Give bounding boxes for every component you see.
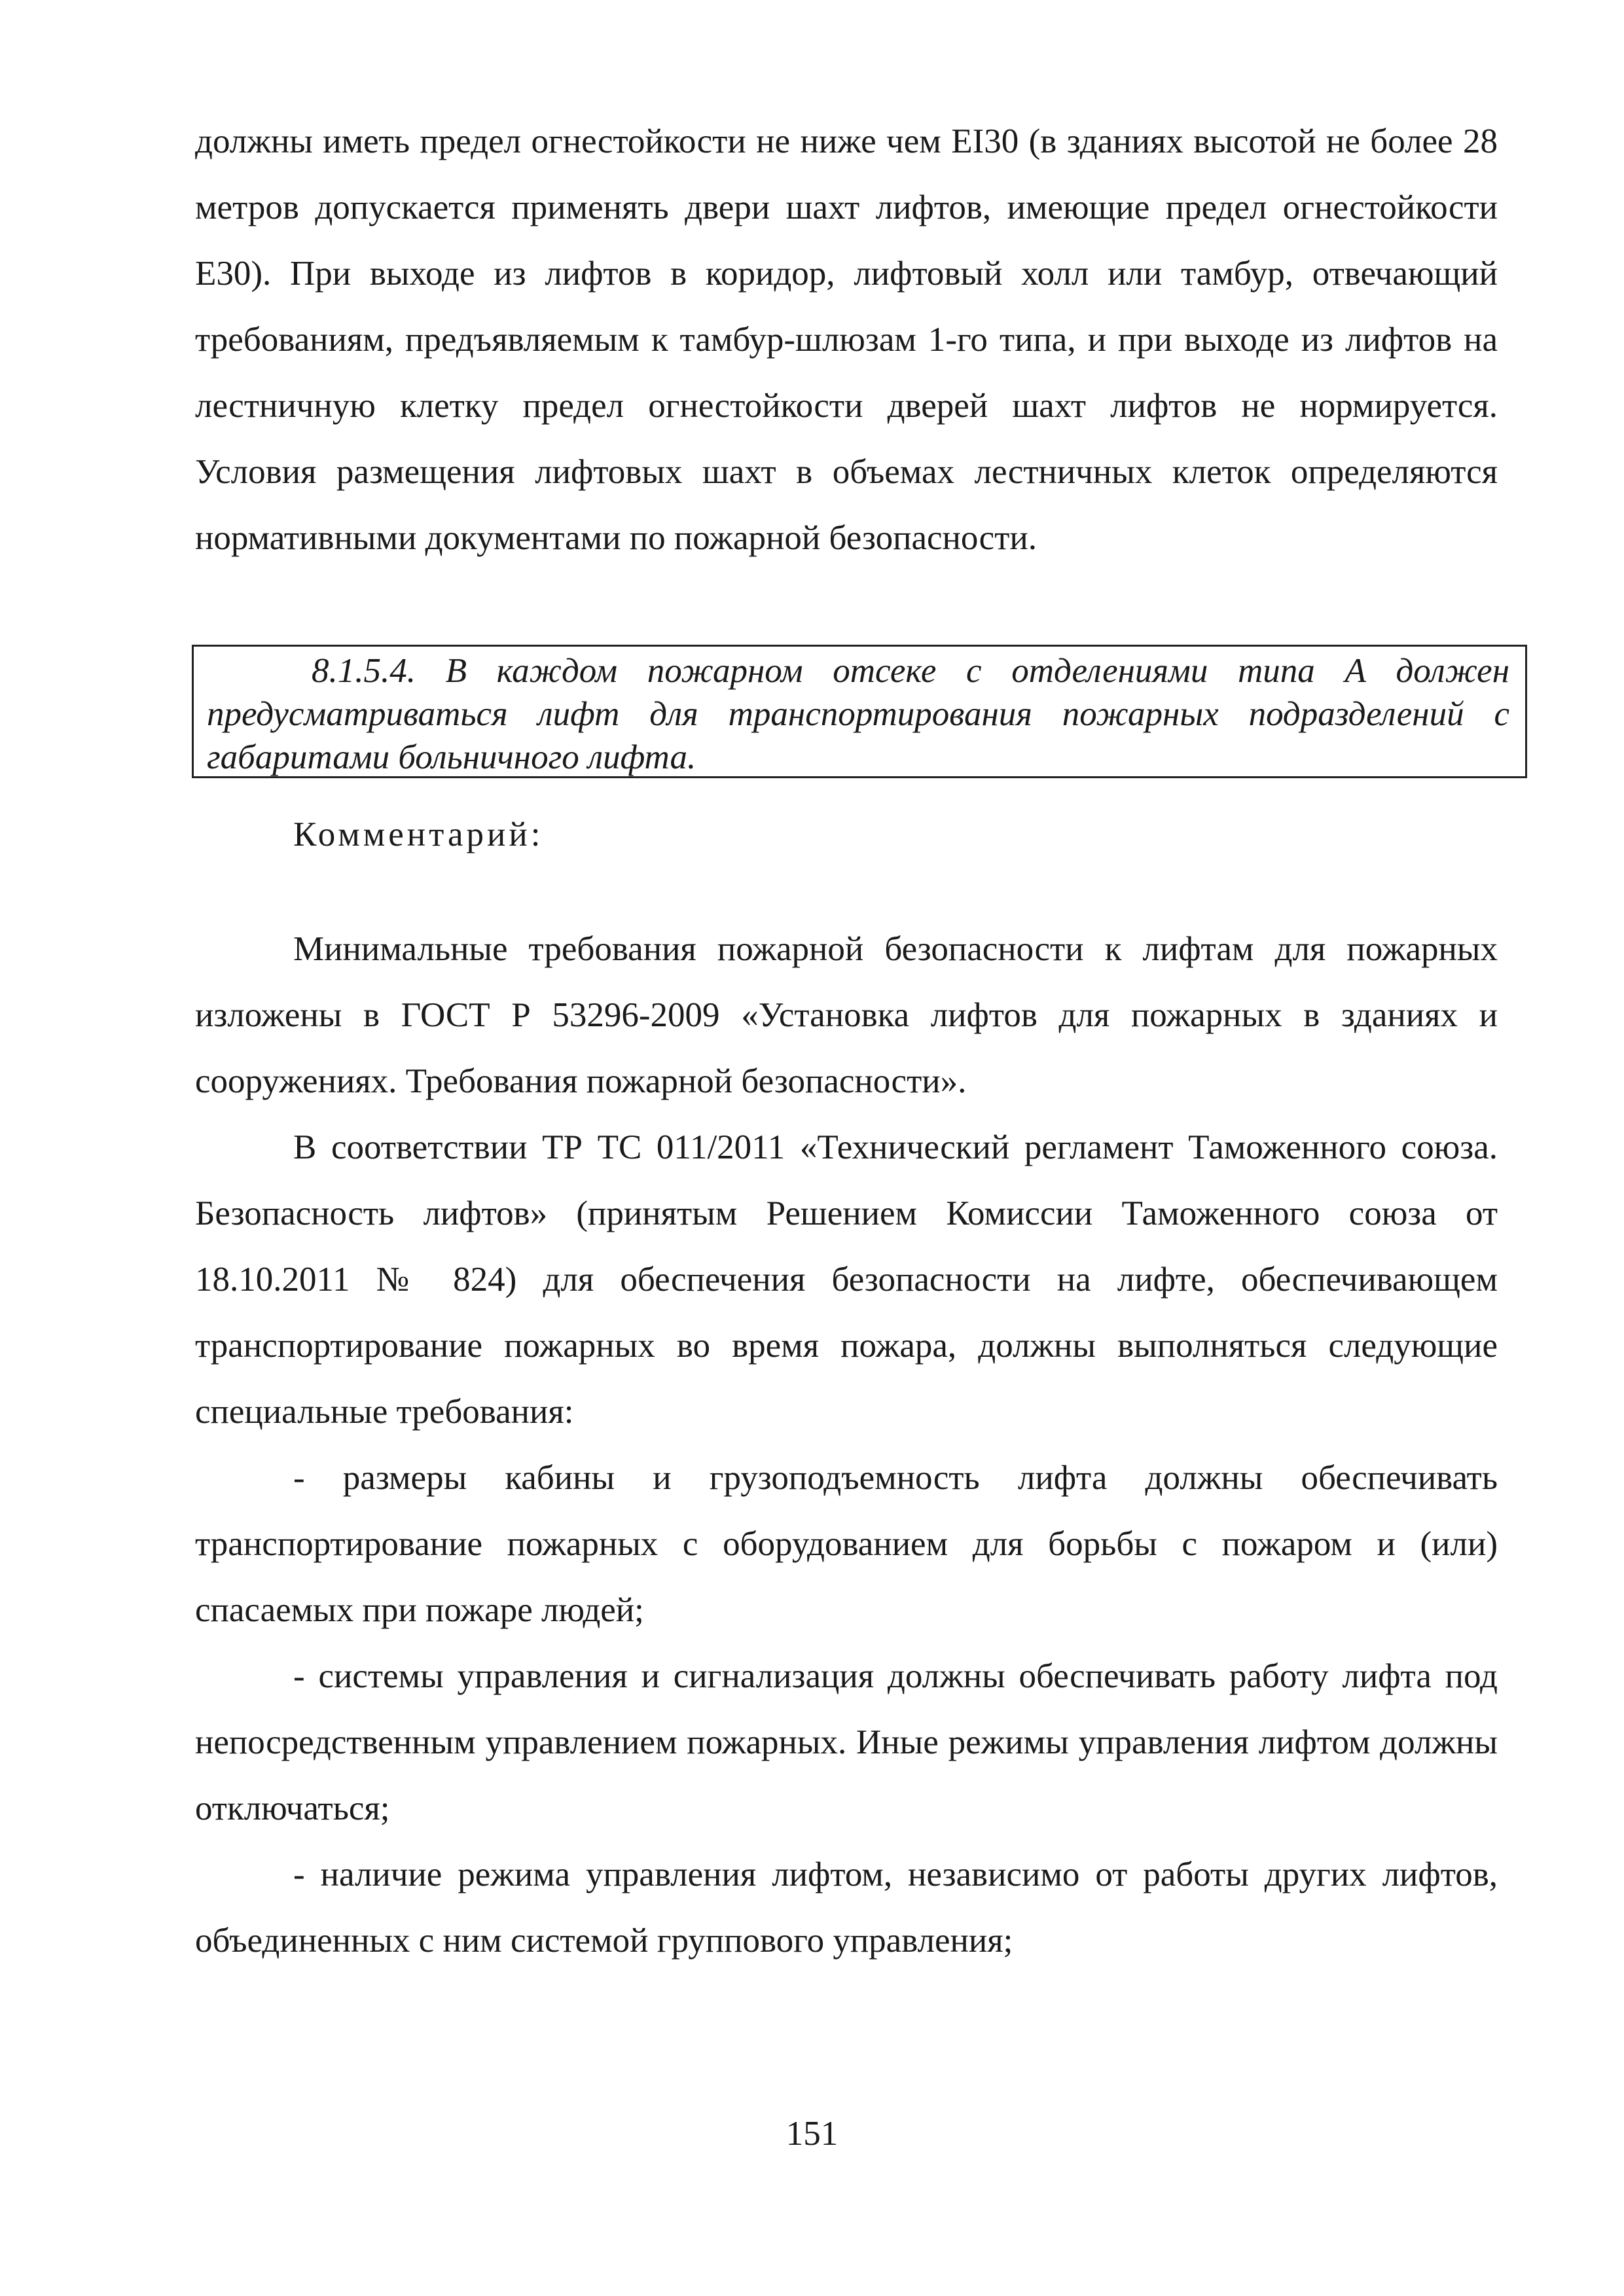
body-paragraph: - размеры кабины и грузоподъемность лифта должны обеспечивать транспортирование пожарных с оборудованием для борьбы с пожаром и (или) спасаемых при пожаре людей;	[195, 1459, 1498, 1629]
norm-clause-box	[192, 645, 1527, 778]
body-paragraph: - наличие режима управления лифтом, независимо от работы других лифтов, объединенных с ним системой группового управления;	[195, 1856, 1498, 1960]
page-number: 151	[785, 2115, 839, 2153]
norm-clause-text: 8.1.5.4. В каждом пожарном отсеке с отделениями типа А должен предусматриваться лифт для транспортирования пожарных подразделений с габаритами больничного лифта.	[207, 652, 1509, 776]
comment-heading: Комментарий:	[293, 816, 544, 853]
body-paragraph: - системы управления и сигнализация должны обеспечивать работу лифта под непосредственным управлением пожарных. Иные режимы управления лифтом должны отключаться;	[195, 1657, 1498, 1827]
body-paragraph: Минимальные требования пожарной безопасности к лифтам для пожарных изложены в ГОСТ Р 53296-2009 «Установка лифтов для пожарных в зданиях и сооружениях. Требования пожарной безопасности».	[195, 930, 1498, 1100]
comment-body	[195, 916, 1498, 1974]
intro-paragraph: должны иметь предел огнестойкости не ниже чем EI30 (в зданиях высотой не более 28 метров допускается применять двери шахт лифтов, имеющие предел огнестойкости Е30). При выходе из лифтов в коридор, лифтовый холл или тамбур, отвечающий требованиям, предъявляемым к тамбур-шлюзам 1-го типа, и при выходе из лифтов на лестничную клетку предел огнестойкости дверей шахт лифтов не нормируется. Условия размещения лифтовых шахт в объемах лестничных клеток определяются нормативными документами по пожарной безопасности.	[195, 122, 1498, 557]
body-paragraph: В соответствии ТР ТС 011/2011 «Технический регламент Таможенного союза. Безопасность лифтов» (принятым Решением Комиссии Таможенного союза от 18.10.2011 № 824) для обеспечения безопасности на лифте, обеспечивающем транспортирование пожарных во время пожара, должны выполняться следующие специальные требования:	[195, 1128, 1498, 1431]
